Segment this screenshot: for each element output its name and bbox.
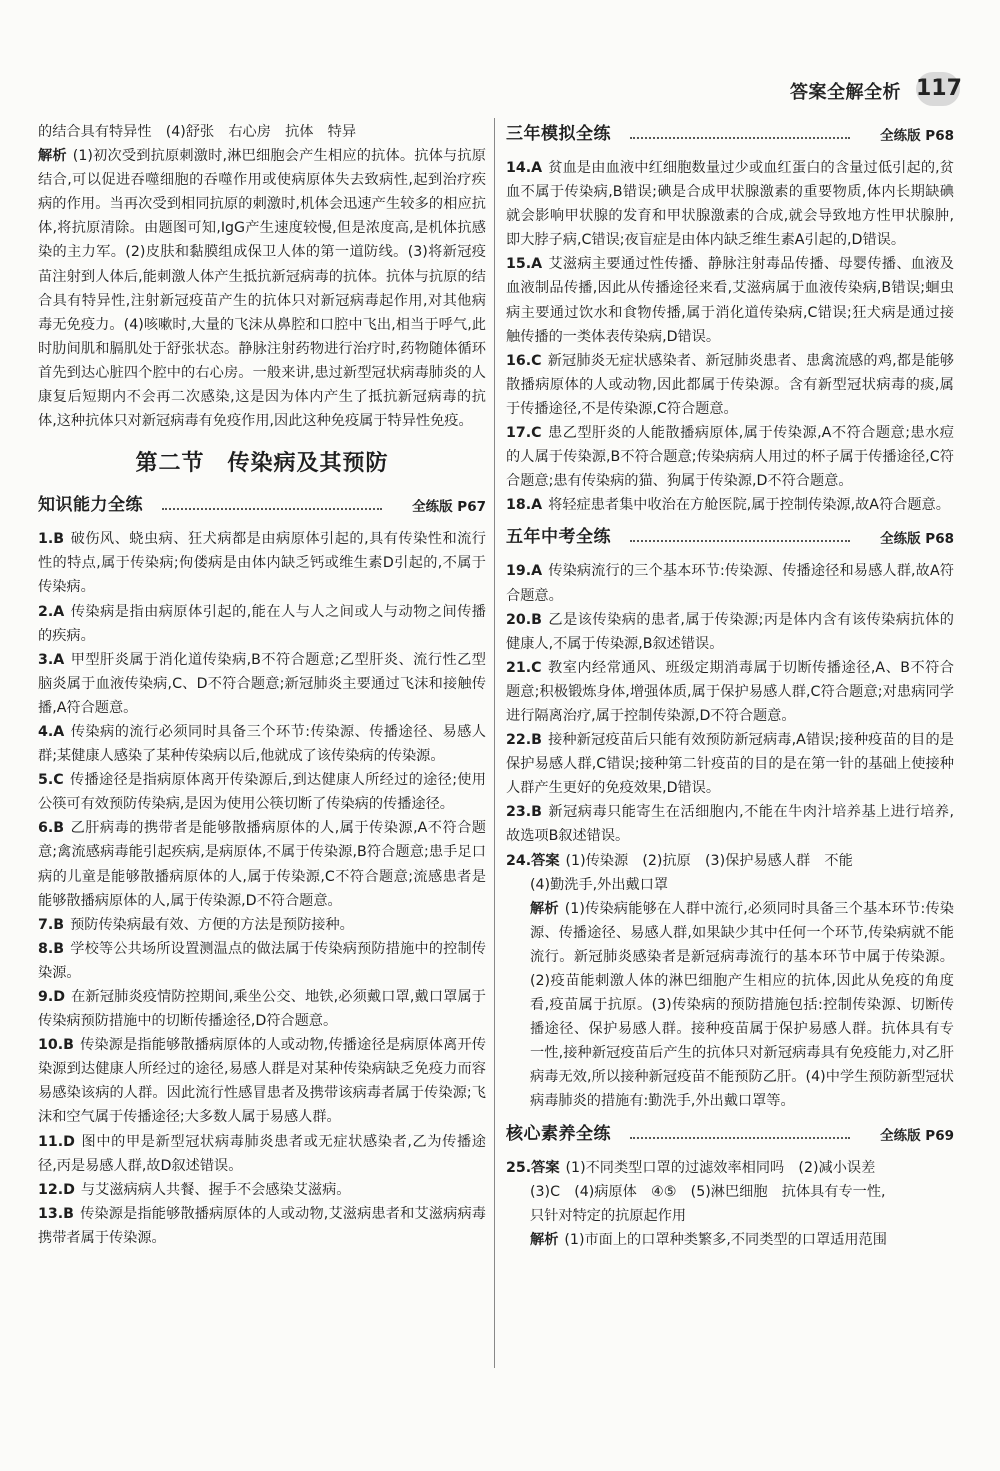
answer-text: 在新冠肺炎疫情防控期间,乘坐公交、地铁,必须戴口罩,戴口罩属于传染病预防措施中的切断传播途径,D符合题意。	[38, 989, 486, 1030]
bar-ref: 全练版 P69	[880, 1127, 954, 1144]
answer-number: 19.A	[506, 563, 543, 580]
answer-number: 16.C	[506, 352, 542, 369]
section-title: 第二节 传染病及其预防	[135, 451, 389, 477]
answer-number: 13.B	[38, 1205, 74, 1222]
answer-item	[506, 608, 954, 656]
analysis-label: 解析	[530, 1231, 559, 1248]
header-title: 答案全解全析	[790, 82, 901, 103]
answer-item	[506, 493, 954, 517]
answer-text: 艾滋病主要通过性传播、静脉注射毒品传播、母婴传播、血液及血液制品传播,因此从传播途径来看,艾滋病属于血液传染病,B错误;蛔虫病主要通过饮水和食物传播,属于消化道传染病,C错误;狂犬病是通过接触传播的一类体表传染病,D错误。	[506, 256, 954, 345]
answer-number: 12.D	[38, 1181, 75, 1198]
bar-dots	[630, 1137, 850, 1139]
answer-item	[506, 156, 954, 252]
column-divider	[494, 118, 495, 1368]
answer-number: 24.答案	[506, 852, 560, 869]
bar-dots	[630, 540, 850, 542]
bar-dots	[630, 137, 850, 139]
answer-number: 10.B	[38, 1037, 74, 1054]
answer-number: 7.B	[38, 916, 65, 933]
answer-24-line2: (4)勤洗手,外出戴口罩	[530, 876, 669, 893]
answer-number: 5.C	[38, 772, 64, 789]
answer-text: 新冠病毒只能寄生在活细胞内,不能在牛肉汁培养基上进行培养,故选项B叙述错误。	[506, 804, 954, 845]
answer-text: 教室内经常通风、班级定期消毒属于切断传播途径,A、B不符合题意;积极锻炼身体,增强体质,属于保护易感人群,C符合题意;对患病同学进行隔离治疗,属于控制传染源,D不符合题意。	[506, 659, 954, 724]
bar-ref: 全练版 P67	[412, 499, 486, 516]
answer-number: 14.A	[506, 160, 543, 176]
bar-name: 五年中考全练	[506, 527, 611, 548]
bar-name: 知识能力全练	[38, 495, 143, 516]
answer-item	[506, 656, 954, 728]
answer-item	[38, 1178, 486, 1202]
analysis-text: (1)传染病能够在人群中流行,必须同时具备三个基本环节:传染源、传播途径、易感人群,如果缺少其中任何一个环节,传染病就不能流行。新冠肺炎感染者是新冠病毒流行的基本环节中属于传染源。(2)疫苗能刺激人体的淋巴细胞产生相应的抗体,因此从免疫的角度看,疫苗属于抗原。(3)传染病的预防措施包括:控制传染源、切断传播途径、保护易感人群。接种疫苗属于保护易感人群。抗体具有专一性,接种新冠疫苗后产生的抗体只对新冠病毒具有免疫能力,对乙肝病毒无效,所以接种新冠疫苗不能预防乙肝。(4)中学生预防新型冠状病毒肺炎的措施有:勤洗手,外出戴口罩等。	[530, 900, 954, 1110]
answer-25-line2: (3)C (4)病原体 ④⑤ (5)淋巴细胞 抗体具有专一性,	[530, 1183, 886, 1200]
answer-item	[506, 800, 954, 848]
answer-text: 预防传染病最有效、方便的方法是预防接种。	[70, 916, 354, 933]
answer-number: 2.A	[38, 603, 65, 620]
answer-item	[506, 728, 954, 800]
answer-text: 传染病是指由病原体引起的,能在人与人之间或人与动物之间传播的疾病。	[38, 603, 486, 644]
answer-item	[38, 913, 486, 937]
answer-number: 4.A	[38, 723, 65, 740]
answer-24-analysis	[506, 897, 954, 1114]
analysis-label: 解析	[38, 148, 67, 165]
section-bar-five-year	[506, 523, 954, 553]
answer-item	[38, 985, 486, 1033]
answer-number: 15.A	[506, 256, 543, 273]
right-column	[506, 120, 954, 1252]
answer-text: 与艾滋病病人共餐、握手不会感染艾滋病。	[80, 1181, 351, 1198]
answer-line: (1)不同类型口罩的过滤效率相同吗 (2)减小误差	[565, 1159, 876, 1176]
answer-item	[38, 1130, 486, 1178]
answer-text: 患乙型肝炎的人能散播病原体,属于传染源,A不符合题意;患水痘的人属于传染源,B不符合题意;传染病病人用过的杯子属于传播途径,C符合题意;患有传染病的猫、狗属于传染源,D不符合题意。	[506, 425, 954, 490]
answer-item	[506, 252, 954, 348]
answer-text: 乙是该传染病的患者,属于传染源;丙是体内含有该传染病抗体的健康人,不属于传染源,B叙述错误。	[506, 611, 954, 652]
page-header	[790, 72, 960, 106]
bar-name: 三年模拟全练	[506, 124, 611, 144]
answer-text: 传染病流行的三个基本环节:传染源、传播途径和易感人群,故A符合题意。	[506, 563, 954, 604]
answer-item	[38, 816, 486, 912]
bar-ref: 全练版 P68	[880, 531, 954, 548]
section-bar-three-year	[506, 120, 954, 150]
answer-25-line3: 只针对特定的抗原起作用	[530, 1207, 687, 1224]
answer-item	[38, 720, 486, 768]
answer-number: 18.A	[506, 497, 543, 514]
answer-text: 甲型肝炎属于消化道传染病,B不符合题意;乙型肝炎、流行性乙型脑炎属于血液传染病,C、D不符合题意;新冠肺炎主要通过飞沫和接触传播,A符合题意。	[38, 651, 486, 716]
answer-number: 22.B	[506, 732, 542, 749]
answer-item	[506, 559, 954, 607]
answer-text: 新冠肺炎无症状感染者、新冠肺炎患者、患禽流感的鸡,都是能够散播病原体的人或动物,因此都属于传染源。含有新型冠状病毒的痰,属于传播途径,不是传染源,C符合题意。	[506, 352, 954, 417]
answer-text: 破伤风、蛲虫病、狂犬病都是由病原体引起的,具有传染性和流行性的特点,属于传染病;佝偻病是由体内缺乏钙或维生素D引起的,不属于传染病。	[38, 531, 486, 596]
answer-number: 8.B	[38, 940, 65, 957]
answer-item	[38, 527, 486, 599]
answer-item	[38, 648, 486, 720]
answer-number: 23.B	[506, 804, 542, 821]
answer-item	[38, 1033, 486, 1129]
answer-item	[506, 349, 954, 421]
section-bar-knowledge	[38, 491, 486, 521]
answer-text: 传染源是指能够散播病原体的人或动物,艾滋病患者和艾滋病病毒携带者属于传染源。	[38, 1205, 486, 1246]
page-number: 117	[916, 72, 960, 106]
intro-line: 的结合具有特异性 (4)舒张 右心房 抗体 特异	[38, 124, 357, 140]
answer-text: 学校等公共场所设置测温点的做法属于传染病预防措施中的控制传染源。	[38, 940, 486, 981]
answer-text: 将轻症患者集中收治在方舱医院,属于控制传染源,故A符合题意。	[548, 497, 950, 514]
answer-text: 贫血是由血液中红细胞数量过少或血红蛋白的含量过低引起的,贫血不属于传染病,B错误;碘是合成甲状腺激素的重要物质,体内长期缺碘就会影响甲状腺的发育和甲状腺激素的合成,就会导致地方性甲状腺肿,即大脖子病,C错误;夜盲症是由体内缺乏维生素A引起的,D错误。	[506, 160, 954, 249]
answer-item	[38, 1202, 486, 1250]
answer-number: 21.C	[506, 659, 542, 676]
answer-line: (1)传染源 (2)抗原 (3)保护易感人群 不能	[565, 852, 853, 869]
answer-text: 乙肝病毒的携带者是能够散播病原体的人,属于传染源,A不符合题意;禽流感病毒能引起疾病,是病原体,不属于传染源,B符合题意;患手足口病的儿童是能够散播病原体的人,属于传染源,C不符合题意;流感患者是能够散播病原体的人,属于传染源,D不符合题意。	[38, 820, 486, 909]
answer-text: 传播途径是指病原体离开传染源后,到达健康人所经过的途径;使用公筷可有效预防传染病,是因为使用公筷切断了传染病的传播途径。	[38, 772, 486, 813]
answer-number: 3.A	[38, 651, 65, 668]
answer-number: 17.C	[506, 425, 542, 442]
answer-number: 6.B	[38, 820, 65, 837]
answer-text: 传染源是指能够散播病原体的人或动物,传播途径是病原体离开传染源到达健康人所经过的途径,易感人群是对某种传染病缺乏免疫力而容易感染该病的人群。因此流行性感冒患者及携带该病毒者属于传染源;飞沫和空气属于传播途径;大多数人属于易感人群。	[38, 1037, 486, 1126]
intro-analysis	[38, 144, 486, 433]
answer-24	[506, 849, 954, 873]
answer-item	[38, 600, 486, 648]
answer-text: 接种新冠疫苗后只能有效预防新冠病毒,A错误;接种疫苗的目的是保护易感人群,C错误;接种第二针疫苗的目的是在第一针的基础上使接种人群产生更好的免疫效果,D错误。	[506, 732, 954, 797]
analysis-text: (1)市面上的口罩种类繁多,不同类型的口罩适用范围	[564, 1231, 887, 1248]
answer-number: 11.D	[38, 1133, 75, 1150]
answer-number: 25.答案	[506, 1159, 560, 1176]
answer-text: 图中的甲是新型冠状病毒肺炎患者或无症状感染者,乙为传播途径,丙是易感人群,故D叙述错误。	[38, 1133, 486, 1174]
answer-text: 传染病的流行必须同时具备三个环节:传染源、传播途径、易感人群;某健康人感染了某种传染病以后,他就成了该传染病的传染源。	[38, 723, 486, 765]
analysis-text: (1)初次受到抗原刺激时,淋巴细胞会产生相应的抗体。抗体与抗原结合,可以促进吞噬细胞的吞噬作用或使病原体失去致病性,起到治疗疾病的作用。当再次受到相同抗原的刺激时,机体会迅速产生较多的相应抗体,将抗原清除。由题图可知,IgG产生速度较慢,但是浓度高,是机体抗感染的主力军。(2)皮肤和黏膜组成保卫人体的第一道防线。(3)将新冠疫苗注射到人体后,能刺激人体产生抵抗新冠病毒的抗体。抗体与抗原的结合具有特异性,注射新冠疫苗产生的抗体只对新冠病毒起作用,对其他病毒无免疫力。(4)咳嗽时,大量的飞沫从鼻腔和口腔中飞出,相当于呼气,此时肋间肌和膈肌处于舒张状态。静脉注射药物进行治疗时,药物随体循环首先到达心脏四个腔中的右心房。一般来讲,患过新型冠状病毒肺炎的人康复后短期内不会再二次感染,这是因为体内产生了抵抗新冠病毒的抗体,这种抗体只对新冠病毒有免疫作用,因此这种免疫属于特异性免疫。	[38, 148, 486, 430]
section-bar-core	[506, 1120, 954, 1150]
left-column	[38, 120, 486, 1250]
bar-ref: 全练版 P68	[880, 128, 954, 144]
answer-number: 1.B	[38, 531, 65, 548]
bar-dots	[162, 508, 382, 510]
answer-25	[506, 1156, 954, 1180]
bar-name: 核心素养全练	[506, 1123, 611, 1144]
analysis-label: 解析	[530, 900, 559, 917]
answer-item	[506, 421, 954, 493]
answer-item	[38, 937, 486, 985]
answer-number: 9.D	[38, 989, 66, 1005]
answer-25-analysis	[506, 1228, 954, 1252]
answer-item	[38, 768, 486, 816]
answer-number: 20.B	[506, 611, 542, 628]
